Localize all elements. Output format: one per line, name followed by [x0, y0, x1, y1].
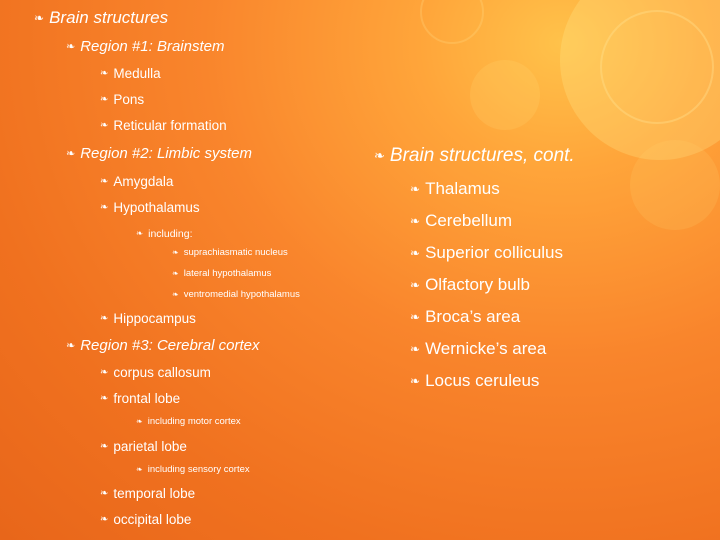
outline-item-region3	[66, 337, 259, 354]
outline-item-title	[374, 145, 575, 167]
leaf-bullet-icon: ❧	[100, 201, 109, 213]
outline-item	[100, 391, 180, 406]
list-item: Locus ceruleus	[425, 371, 540, 390]
list-item: corpus callosum	[113, 365, 211, 380]
leaf-bullet-icon: ❧	[100, 440, 109, 452]
leaf-bullet-icon: ❧	[410, 374, 421, 388]
outline-item	[100, 66, 161, 81]
leaf-bullet-icon: ❧	[100, 67, 109, 79]
outline-item	[100, 512, 191, 527]
outline-item	[172, 268, 271, 279]
outline-item	[100, 365, 211, 380]
leaf-bullet-icon: ❧	[100, 312, 109, 324]
leaf-bullet-icon: ❧	[100, 487, 109, 499]
outline-item	[136, 464, 250, 475]
outline-item	[172, 289, 300, 300]
outline-item-title	[34, 8, 168, 28]
leaf-bullet-icon: ❧	[100, 175, 109, 187]
list-item: Olfactory bulb	[425, 275, 530, 294]
leaf-bullet-icon: ❧	[100, 392, 109, 404]
list-item: occipital lobe	[113, 512, 192, 527]
list-item: Medulla	[113, 66, 161, 81]
list-item: lateral hypothalamus	[183, 268, 272, 279]
decorative-circle	[560, 0, 720, 160]
leaf-bullet-icon: ❧	[410, 246, 421, 260]
leaf-bullet-icon: ❧	[410, 342, 421, 356]
leaf-bullet-icon: ❧	[100, 93, 109, 105]
outline-item	[410, 307, 520, 327]
list-item: Wernicke’s area	[425, 339, 547, 358]
list-item: including:	[148, 228, 193, 240]
outline-item-region2	[66, 145, 252, 162]
region1-label: Region #1: Brainstem	[80, 38, 225, 55]
outline-item	[100, 92, 144, 107]
decorative-circle	[470, 60, 540, 130]
leaf-bullet-icon: ❧	[66, 339, 76, 352]
leaf-bullet-icon: ❧	[136, 464, 143, 474]
outline-item	[100, 174, 173, 189]
leaf-bullet-icon: ❧	[410, 278, 421, 292]
leaf-bullet-icon: ❧	[66, 147, 76, 160]
decorative-ring	[420, 0, 484, 44]
outline-item-region1	[66, 38, 224, 55]
outline-item	[410, 371, 539, 391]
list-item: Hypothalamus	[113, 200, 200, 215]
list-item: including motor cortex	[147, 416, 241, 427]
leaf-bullet-icon: ❧	[136, 416, 143, 426]
list-item: Thalamus	[425, 179, 500, 198]
list-item: suprachiasmatic nucleus	[183, 247, 288, 258]
leaf-bullet-icon: ❧	[100, 513, 109, 525]
leaf-bullet-icon: ❧	[100, 119, 109, 131]
region2-label: Region #2: Limbic system	[80, 145, 252, 162]
outline-item	[136, 416, 241, 427]
list-item: Cerebellum	[425, 211, 512, 230]
region3-label: Region #3: Cerebral cortex	[80, 337, 260, 354]
list-item: Superior colliculus	[425, 243, 564, 262]
outline-item	[100, 311, 196, 326]
leaf-bullet-icon: ❧	[136, 228, 144, 239]
outline-item	[410, 339, 546, 359]
list-item: ventromedial hypothalamus	[183, 289, 300, 300]
list-item: temporal lobe	[113, 486, 196, 501]
leaf-bullet-icon: ❧	[374, 148, 385, 164]
decorative-circle	[630, 140, 720, 230]
leaf-bullet-icon: ❧	[66, 40, 76, 53]
list-item: Pons	[113, 92, 145, 107]
outline-item	[100, 439, 187, 454]
list-item: Broca’s area	[425, 307, 521, 326]
outline-item	[100, 118, 227, 133]
outline-item	[100, 200, 200, 215]
left-title: Brain structures	[49, 8, 169, 27]
leaf-bullet-icon: ❧	[172, 268, 179, 278]
leaf-bullet-icon: ❧	[410, 182, 421, 196]
leaf-bullet-icon: ❧	[34, 11, 45, 25]
leaf-bullet-icon: ❧	[410, 214, 421, 228]
leaf-bullet-icon: ❧	[172, 247, 179, 257]
list-item: Hippocampus	[113, 311, 196, 326]
list-item: Reticular formation	[113, 118, 227, 133]
outline-item	[410, 211, 512, 231]
outline-item	[100, 486, 195, 501]
list-item: frontal lobe	[113, 391, 181, 406]
leaf-bullet-icon: ❧	[172, 289, 179, 299]
outline-item	[410, 275, 530, 295]
outline-item	[172, 247, 288, 258]
right-title: Brain structures, cont.	[389, 145, 575, 166]
list-item: parietal lobe	[113, 439, 187, 454]
list-item: Amygdala	[113, 174, 174, 189]
decorative-ring	[600, 10, 714, 124]
leaf-bullet-icon: ❧	[100, 366, 109, 378]
leaf-bullet-icon: ❧	[410, 310, 421, 324]
outline-item	[410, 243, 563, 263]
outline-item	[410, 179, 500, 199]
list-item: including sensory cortex	[147, 464, 250, 475]
outline-item	[136, 228, 193, 240]
